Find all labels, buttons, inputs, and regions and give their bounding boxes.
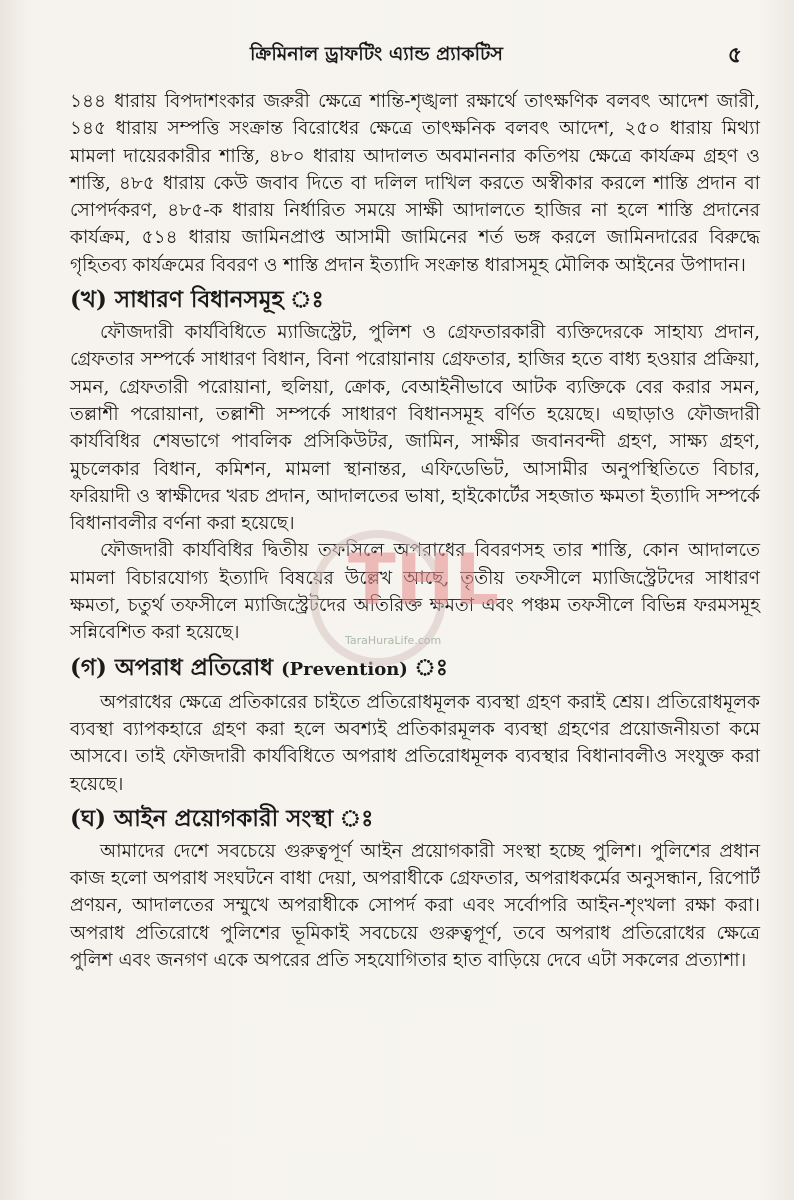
paragraph-general-provisions: ফৌজদারী কার্যবিধিতে ম্যাজিস্ট্রেট, পুলিশ ও গ্রেফতারকারী ব্যক্তিদেরকে সাহায্য প্রদান, গ্রেফতার সম্পর্কে সাধারণ বিধান, বিনা পরোয়ানায় গ্রেফতার, হাজির হতে বাধ্য হওয়ার প্রক্রিয়া, সমন, গ্রেফতারী পরোয়ানা, হুলিয়া, ক্রোক, বেআইনীভাবে আটক ব্যক্তিকে বের করার সমন, তল্লাশী পরোয়ানা, তল্লাশী সম্পর্কে সাধারণ বিধানসমূহ বর্ণিত হয়েছে। এছাড়াও ফৌজদারী কার্যবিধির শেষভাগে পাবলিক প্রসিকিউটর, জামিন, সাক্ষীর জবানবন্দী গ্রহণ, সাক্ষ্য গ্রহণ, মুচলেকার বিধান, কমিশন, মামলা স্থানান্তর, এফিডেভিট, আসামীর অনুপস্থিতিতে বিচার, ফরিয়াদী ও স্বাক্ষীদের খরচ প্রদান, আদালতের ভাষা, হাইকোর্টের সহজাত ক্ষমতা ইত্যাদি সম্পর্কে বিধানাবলীর বর্ণনা করা হয়েছে।	[70, 322, 760, 535]
watermark-logo: THL	[348, 539, 499, 621]
heading-crime-prevention	[70, 653, 760, 685]
page-body	[70, 88, 760, 974]
heading-law-enforcement: (ঘ) আইন প্রয়োগকারী সংস্থা ঃ	[70, 804, 374, 832]
page-header	[0, 40, 794, 76]
heading-crime-prevention-en: (Prevention)	[281, 658, 408, 680]
page-number: ৫	[727, 42, 742, 68]
heading-general-provisions: (খ) সাধারণ বিধানসমূহ ঃ	[70, 286, 324, 314]
heading-crime-prevention-bn: (গ) অপরাধ প্রতিরোধ	[70, 653, 274, 681]
paragraph-crime-prevention: অপরাধের ক্ষেত্রে প্রতিকারের চাইতে প্রতিরোধমূলক ব্যবস্থা গ্রহণ করাই শ্রেয়। প্রতিরোধমূলক ব্যবস্থা ব্যাপকহারে গ্রহণ করা হলে অবশ্যই প্রতিকারমূলক ব্যবস্থা গ্রহণের প্রয়োজনীয়তা কমে আসবে। তাই ফৌজদারী কার্যবিধিতে অপরাধ প্রতিরোধমূলক ব্যবস্থার বিধানাবলীও সংযুক্ত করা হয়েছে।	[70, 691, 760, 795]
paragraph-schedules: ফৌজদারী কার্যবিধির দ্বিতীয় তফসিলে অপরাধের বিবরণসহ তার শাস্তি, কোন আদালতে মামলা বিচারযোগ্য ইত্যাদি বিষয়ের উল্লেখ আছে, তৃতীয় তফসীলে ম্যাজিস্ট্রেটদের সাধারণ ক্ষমতা, চতুর্থ তফসীলে ম্যাজিস্ট্রেটদের অতিরিক্ত ক্ষমতা এবং পঞ্চম তফসীলে বিভিন্ন ফরমসমূহ সন্নিবেশিত করা হয়েছে।	[70, 540, 760, 644]
paragraph-sections-list: ১৪৪ ধারায় বিপদাশংকার জরুরী ক্ষেত্রে শান্তি-শৃঙ্খলা রক্ষার্থে তাৎক্ষণিক বলবৎ আদেশ জারী, ১৪৫ ধারায় সম্পত্তি সংক্রান্ত বিরোধের ক্ষেত্রে তাৎক্ষনিক বলবৎ আদেশ, ২৫০ ধারায় মিথ্যা মামলা দায়েরকারীর শাস্তি, ৪৮০ ধারায় আদালত অবমাননার কতিপয় ক্ষেত্রে কার্যক্রম গ্রহণ ও শাস্তি, ৪৮৫ ধারায় কেউ জবাব দিতে বা দলিল দাখিল করতে অস্বীকার করলে শাস্তি প্রদান বা সোপর্দকরণ, ৪৮৫-ক ধারায় নির্ধারিত সময়ে সাক্ষী আদালতে হাজির না হলে শাস্তি প্রদানের কার্যক্রম, ৫১৪ ধারায় জামিনপ্রাপ্ত আসামী জামিনের শর্ত ভঙ্গ করলে জামিনদারের বিরুদ্ধে গৃহিতব্য কার্যক্রমের বিবরণ ও শাস্তি প্রদান ইত্যাদি সংক্রান্ত ধারাসমূহ মৌলিক আইনের উপাদান।	[70, 91, 760, 276]
watermark-url: TaraHuraLife.com	[345, 634, 442, 647]
paragraph-law-enforcement: আমাদের দেশে সবচেয়ে গুরুত্বপূর্ণ আইন প্রয়োগকারী সংস্থা হচ্ছে পুলিশ। পুলিশের প্রধান কাজ হলো অপরাধ সংঘটনে বাধা দেয়া, অপরাধীকে গ্রেফতার, অপরাধকর্মের অনুসন্ধান, রিপোর্ট প্রণয়ন, আদালতের সম্মুখে অপরাধীকে সোপর্দ করা এবং সর্বোপরি আইন-শৃংখলা রক্ষা করা। অপরাধ প্রতিরোধে পুলিশের ভূমিকাই সবচেয়ে গুরুত্বপূর্ণ, তবে অপরাধ প্রতিরোধের ক্ষেত্রে পুলিশ এবং জনগণ একে অপরের প্রতি সহযোগিতার হাত বাড়িয়ে দেবে এটা সকলের প্রত্যাশা।	[70, 840, 760, 972]
running-title: ক্রিমিনাল ড্রাফটিং এ্যান্ড প্র্যাকটিস	[250, 43, 503, 65]
